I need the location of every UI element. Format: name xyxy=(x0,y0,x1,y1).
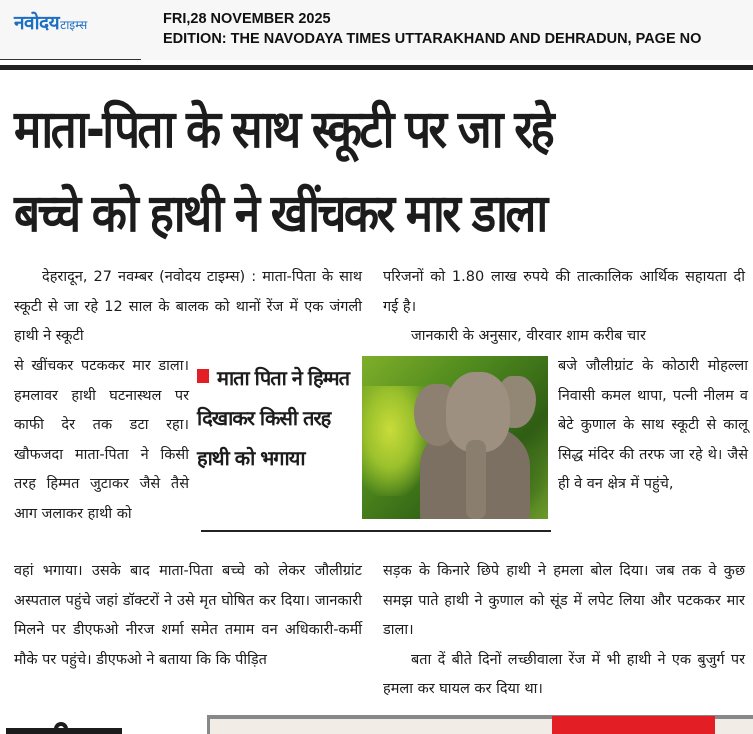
next-section-red-label xyxy=(552,716,715,734)
edition-name: EDITION: THE NAVODAYA TIMES UTTARAKHAND AND DEHRADUN, PAGE NO xyxy=(163,31,702,47)
edition-date: FRI,28 NOVEMBER 2025 xyxy=(163,11,331,27)
next-article-headline-fragment xyxy=(6,716,122,734)
logo-sub-text: टाइम्स xyxy=(60,18,88,32)
pullquote-text: माता पिता ने हिम्मत दिखाकर किसी तरह हाथी को भगाया xyxy=(197,366,349,470)
edition-info xyxy=(163,9,701,49)
article-right-bottom xyxy=(383,557,745,705)
logo-underline-divider xyxy=(0,59,141,60)
logo-main-text: नवोदय xyxy=(14,12,60,34)
article-right-mid: बजे जौलीग्रांट के कोठारी मोहल्ला निवासी कमल थापा, पत्नी नीलम व बेटे कुणाल के साथ स्कूटी से कालू सिद्ध मंदिर की तरफ जा रहे थे। जैसे ही वे वन क्षेत्र में पहुंचे, xyxy=(558,358,748,492)
headline-line-1: माता-पिता के साथ स्कूटी पर जा रहे xyxy=(14,100,552,160)
right-para-3: सड़क के किनारे छिपे हाथी ने हमला बोल दिया। जब तक वे कुछ समझ पाते हाथी ने कुणाल को सूंड में लपेट लिया और पटककर मार डाला। xyxy=(383,563,745,638)
article-left-top: देहरादून, 27 नवम्बर (नवोदय टाइम्स) : माता-पिता के साथ स्कूटी से जा रहे 12 साल के बालक को थानों रेंज में एक जंगली हाथी ने स्कूटी xyxy=(14,269,362,344)
article-headline xyxy=(14,88,661,256)
article-right-top xyxy=(383,263,745,352)
red-square-bullet-icon xyxy=(197,369,209,383)
header-divider xyxy=(0,65,753,70)
article-left-mid: से खींचकर पटककर मार डाला। हमलावर हाथी घटनास्थल पर काफी देर तक डटा रहा। खौफजदा माता-पिता ने किसी तरह हिम्मत जुटाकर जैसे तैसे आग जलाकर हाथी को xyxy=(14,358,189,522)
right-para-2: जानकारी के अनुसार, वीरवार शाम करीब चार xyxy=(411,328,646,344)
article-left-bottom: वहां भगाया। उसके बाद माता-पिता बच्चे को लेकर जौलीग्रांट अस्पताल पहुंचे जहां डॉक्टरों ने उसे मृत घोषित कर दिया। जानकारी मिलने पर डीएफओ नीरज शर्मा समेत तमाम वन अधिकारी-कर्मी मौके पर पहुंचे। डीएफओ ने बताया कि कि पीड़ित xyxy=(14,563,362,668)
elephant-photo xyxy=(362,356,548,519)
pullquote xyxy=(197,358,355,478)
pullquote-divider xyxy=(201,530,551,532)
right-para-4: बता दें बीते दिनों लच्छीवाला रेंज में भी हाथी ने एक बुजुर्ग पर हमला कर घायल कर दिया था। xyxy=(383,651,745,697)
headline-line-2: बच्चे को हाथी ने खींचकर मार डाला xyxy=(14,184,546,244)
newspaper-logo xyxy=(14,9,87,35)
header-bar xyxy=(0,0,753,60)
right-para-1: परिजनों को 1.80 लाख रुपये की तात्कालिक आर्थिक सहायता दी गई है। xyxy=(383,269,745,315)
